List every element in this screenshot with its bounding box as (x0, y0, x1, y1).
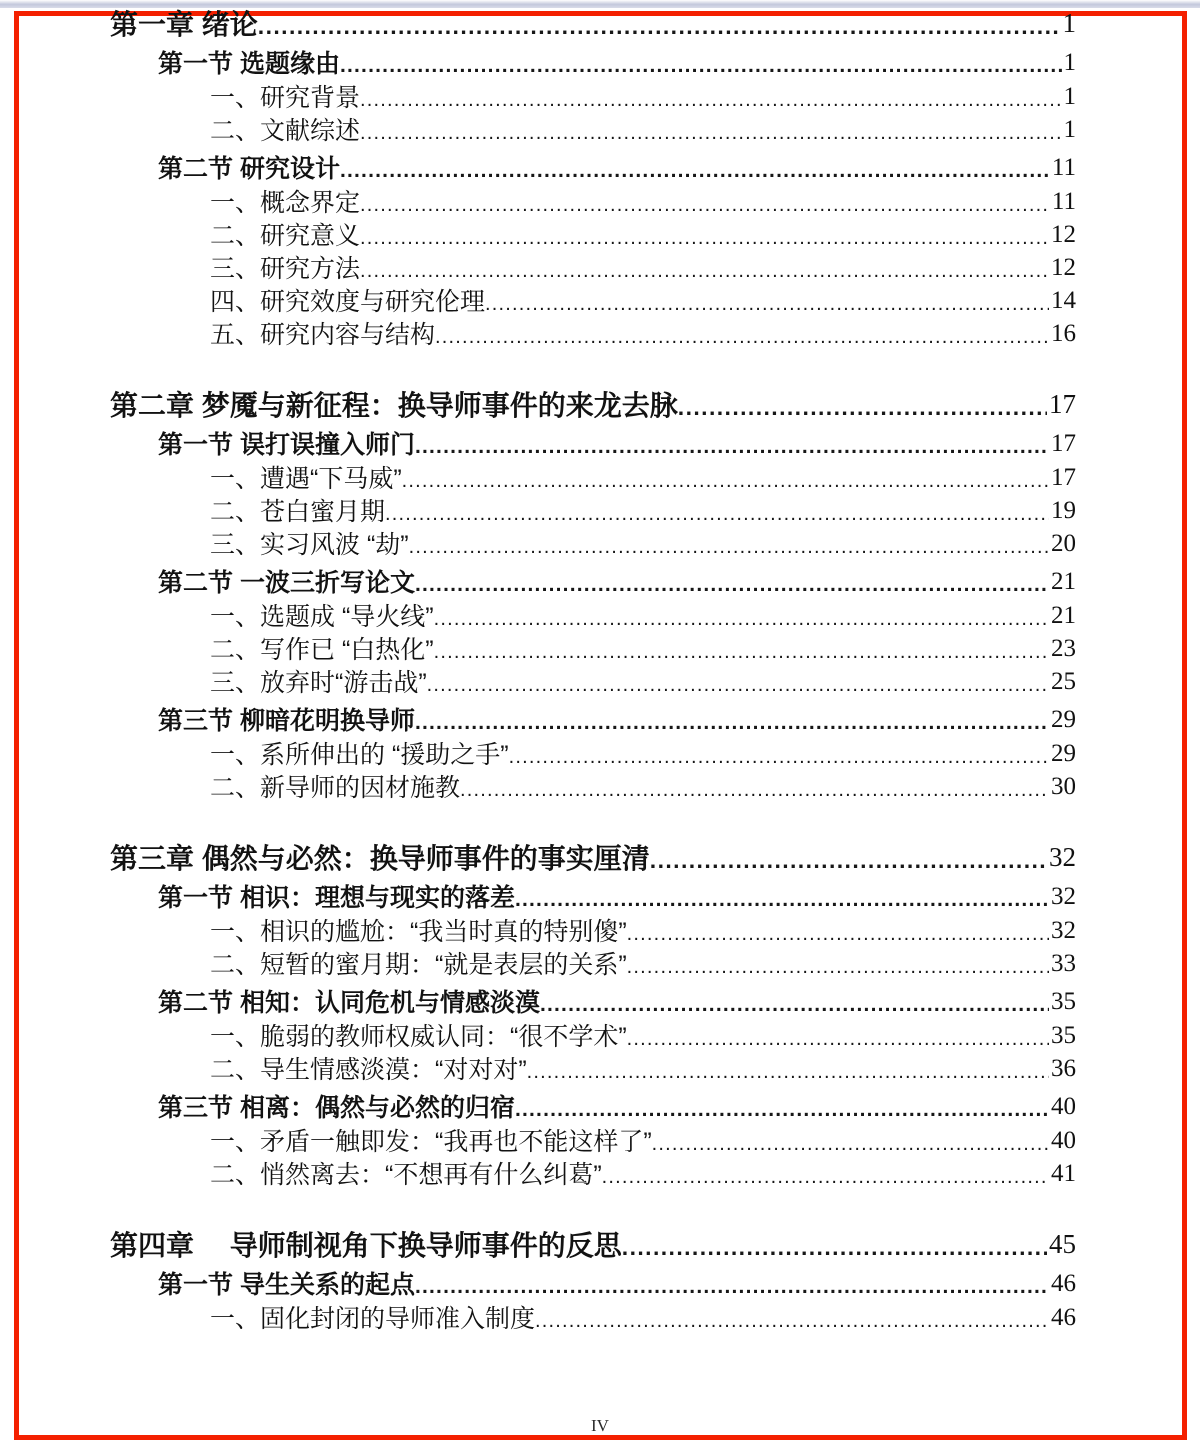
toc-entry-page-number: 36 (1051, 1055, 1076, 1082)
toc-entry-section[interactable] (0, 704, 1200, 734)
toc-entry-page-number: 19 (1051, 497, 1076, 524)
toc-entry-page-number: 40 (1051, 1127, 1076, 1154)
toc-entry-page-number: 46 (1051, 1304, 1076, 1331)
toc-entry-page-number: 12 (1051, 254, 1076, 281)
toc-entry-page-number: 41 (1051, 1160, 1076, 1187)
toc-entry-sub[interactable] (0, 285, 1200, 315)
toc-dot-leader (678, 387, 1047, 415)
toc-entry-page-number: 32 (1049, 842, 1076, 872)
toc-entry-page-number: 32 (1051, 917, 1076, 944)
toc-entry-page-number: 20 (1051, 530, 1076, 557)
toc-entry-title: 二、新导师的因材施教 (210, 774, 461, 802)
toc-entry-sub[interactable] (0, 600, 1200, 630)
toc-dot-leader (622, 1227, 1047, 1255)
page-footer (0, 1416, 1200, 1436)
toc-dot-leader (427, 666, 1049, 691)
toc-entry-title: 五、研究内容与结构 (210, 321, 436, 349)
toc-entry-page-number: 17 (1051, 464, 1076, 491)
toc-entry-title: 一、概念界定 (210, 189, 361, 217)
toc-entry-sub[interactable] (0, 633, 1200, 663)
toc-entry-page-number: 17 (1051, 430, 1076, 457)
toc-dot-leader (627, 1020, 1049, 1045)
toc-dot-leader (460, 771, 1049, 796)
toc-entry-title: 一、遭遇“下马威” (210, 465, 402, 493)
toc-entry-title: 三、研究方法 (210, 255, 361, 283)
toc-entry-sub[interactable] (0, 1053, 1200, 1083)
toc-entry-sub[interactable] (0, 738, 1200, 768)
toc-entry-page-number: 46 (1051, 1270, 1076, 1297)
toc-dot-leader (434, 600, 1049, 625)
toc-dot-leader (515, 1091, 1049, 1116)
toc-entry-sub[interactable] (0, 318, 1200, 348)
toc-entry-section[interactable] (0, 986, 1200, 1016)
section-spacer (0, 804, 1200, 818)
toc-entry-title: 第三节 柳暗花明换导师 (158, 707, 415, 735)
section-spacer (0, 1191, 1200, 1205)
toc-entry-title: 第二节 一波三折写论文 (158, 569, 415, 597)
toc-entry-title: 第二节 相知：认同危机与情感淡漠 (158, 989, 540, 1017)
toc-entry-sub[interactable] (0, 1158, 1200, 1188)
toc-entry-page-number: 11 (1051, 154, 1076, 181)
toc-entry-page-number: 29 (1051, 740, 1076, 767)
toc-entry-title: 三、实习风波 “劫” (210, 531, 409, 559)
toc-entry-sub[interactable] (0, 915, 1200, 945)
toc-entry-page-number: 21 (1051, 602, 1076, 629)
toc-entry-title: 一、脆弱的教师权威认同：“很不学术” (210, 1023, 627, 1051)
toc-entry-title: 第四章 导师制视角下换导师事件的反思 (110, 1230, 622, 1261)
toc-entry-title: 一、矛盾一触即发：“我再也不能这样了” (210, 1128, 652, 1156)
toc-entry-title: 二、悄然离去：“不想再有什么纠葛” (210, 1161, 602, 1189)
toc-dot-leader (515, 881, 1049, 906)
toc-dot-leader (415, 566, 1049, 591)
toc-dot-leader (627, 948, 1049, 973)
toc-entry-title: 第二章 梦魇与新征程：换导师事件的来龙去脉 (110, 390, 678, 421)
toc-entry-page-number: 45 (1049, 1229, 1076, 1259)
toc-entry-chapter[interactable] (0, 840, 1200, 873)
toc-entry-title: 第三节 相离：偶然与必然的归宿 (158, 1094, 515, 1122)
toc-dot-leader (360, 114, 1061, 139)
toc-entry-section[interactable] (0, 47, 1200, 77)
toc-entry-page-number: 17 (1049, 389, 1076, 419)
toc-entry-section[interactable] (0, 1091, 1200, 1121)
toc-entry-sub[interactable] (0, 219, 1200, 249)
toc-entry-title: 二、短暂的蜜月期：“就是表层的关系” (210, 951, 627, 979)
toc-entry-sub[interactable] (0, 186, 1200, 216)
toc-entry-sub[interactable] (0, 81, 1200, 111)
toc-dot-leader (340, 47, 1062, 72)
toc-dot-leader (434, 633, 1049, 658)
toc-dot-leader (602, 1158, 1049, 1183)
toc-entry-title: 二、文献综述 (210, 117, 361, 145)
toc-dot-leader (650, 840, 1047, 868)
toc-entry-section[interactable] (0, 1268, 1200, 1298)
toc-entry-page-number: 12 (1051, 221, 1076, 248)
toc-dot-leader (535, 1302, 1049, 1327)
toc-entry-sub[interactable] (0, 252, 1200, 282)
toc-entry-sub[interactable] (0, 1125, 1200, 1155)
toc-entry-sub[interactable] (0, 771, 1200, 801)
toc-entry-sub[interactable] (0, 528, 1200, 558)
toc-entry-title: 第一节 误打误撞入师门 (158, 431, 415, 459)
toc-entry-title: 二、写作已 “白热化” (210, 636, 434, 664)
toc-entry-title: 第一节 选题缘由 (158, 50, 340, 78)
toc-dot-leader (527, 1053, 1049, 1078)
toc-entry-page-number: 11 (1051, 188, 1076, 215)
toc-entry-page-number: 21 (1051, 568, 1076, 595)
toc-dot-leader (385, 495, 1049, 520)
toc-dot-leader (540, 986, 1049, 1011)
toc-entry-page-number: 33 (1051, 950, 1076, 977)
toc-dot-leader (340, 152, 1050, 177)
toc-entry-title: 二、苍白蜜月期 (210, 498, 386, 526)
toc-entry-title: 三、放弃时“游击战” (210, 669, 427, 697)
toc-entry-title: 二、研究意义 (210, 222, 361, 250)
toc-dot-leader (509, 738, 1049, 763)
toc-entry-sub[interactable] (0, 114, 1200, 144)
toc-entry-page-number: 29 (1051, 706, 1076, 733)
toc-entry-title: 一、选题成 “导火线” (210, 603, 434, 631)
toc-entry-chapter[interactable] (0, 6, 1200, 39)
toc-entry-page-number: 1 (1062, 8, 1076, 38)
toc-dot-leader (435, 318, 1049, 343)
toc-dot-leader (415, 1268, 1049, 1293)
toc-entry-section[interactable] (0, 152, 1200, 182)
toc-entry-title: 第一节 相识：理想与现实的落差 (158, 884, 515, 912)
page-number-label: IV (591, 1416, 609, 1435)
toc-entry-page-number: 30 (1051, 773, 1076, 800)
toc-entry-page-number: 25 (1051, 668, 1076, 695)
toc-entry-section[interactable] (0, 428, 1200, 458)
toc-dot-leader (415, 428, 1049, 453)
toc-entry-chapter[interactable] (0, 387, 1200, 420)
toc-entry-title: 一、研究背景 (210, 84, 361, 112)
toc-entry-page-number: 14 (1051, 287, 1076, 314)
toc-entry-page-number: 1 (1063, 83, 1076, 110)
toc-dot-leader (485, 285, 1049, 310)
toc-dot-leader (360, 81, 1061, 106)
toc-dot-leader (360, 186, 1050, 211)
toc-dot-leader (360, 252, 1049, 277)
toc-entry-page-number: 1 (1063, 116, 1076, 143)
toc-entry-sub[interactable] (0, 462, 1200, 492)
toc-dot-leader (258, 6, 1061, 34)
toc-entry-page-number: 32 (1051, 883, 1076, 910)
toc-entry-sub[interactable] (0, 495, 1200, 525)
toc-entry-title: 第一节 导生关系的起点 (158, 1271, 415, 1299)
toc-entry-chapter[interactable] (0, 1227, 1200, 1260)
toc-entry-sub[interactable] (0, 1020, 1200, 1050)
toc-entry-page-number: 35 (1051, 1022, 1076, 1049)
toc-entry-sub[interactable] (0, 1302, 1200, 1332)
toc-entry-sub[interactable] (0, 948, 1200, 978)
toc-dot-leader (409, 528, 1049, 553)
toc-entry-sub[interactable] (0, 666, 1200, 696)
toc-entry-page-number: 35 (1051, 988, 1076, 1015)
toc-dot-leader (652, 1125, 1049, 1150)
toc-dot-leader (415, 704, 1049, 729)
toc-entry-page-number: 40 (1051, 1093, 1076, 1120)
toc-entry-section[interactable] (0, 881, 1200, 911)
toc-entry-title: 第一章 绪论 (110, 9, 258, 40)
toc-entry-section[interactable] (0, 566, 1200, 596)
toc-entry-page-number: 23 (1051, 635, 1076, 662)
toc-entry-page-number: 16 (1051, 320, 1076, 347)
toc-entry-title: 第二节 研究设计 (158, 155, 340, 183)
toc-entry-title: 一、固化封闭的导师准入制度 (210, 1305, 536, 1333)
toc-dot-leader (627, 915, 1049, 940)
toc-entry-page-number: 1 (1063, 49, 1076, 76)
toc-entry-title: 一、相识的尴尬：“我当时真的特别傻” (210, 918, 627, 946)
toc-entry-title: 二、导生情感淡漠：“对对对” (210, 1056, 527, 1084)
toc-entry-title: 四、研究效度与研究伦理 (210, 288, 486, 316)
section-spacer (0, 351, 1200, 365)
toc-entry-title: 第三章 偶然与必然：换导师事件的事实厘清 (110, 843, 650, 874)
toc-entry-title: 一、系所伸出的 “援助之手” (210, 741, 509, 769)
toc-dot-leader (402, 462, 1049, 487)
toc-dot-leader (360, 219, 1049, 244)
